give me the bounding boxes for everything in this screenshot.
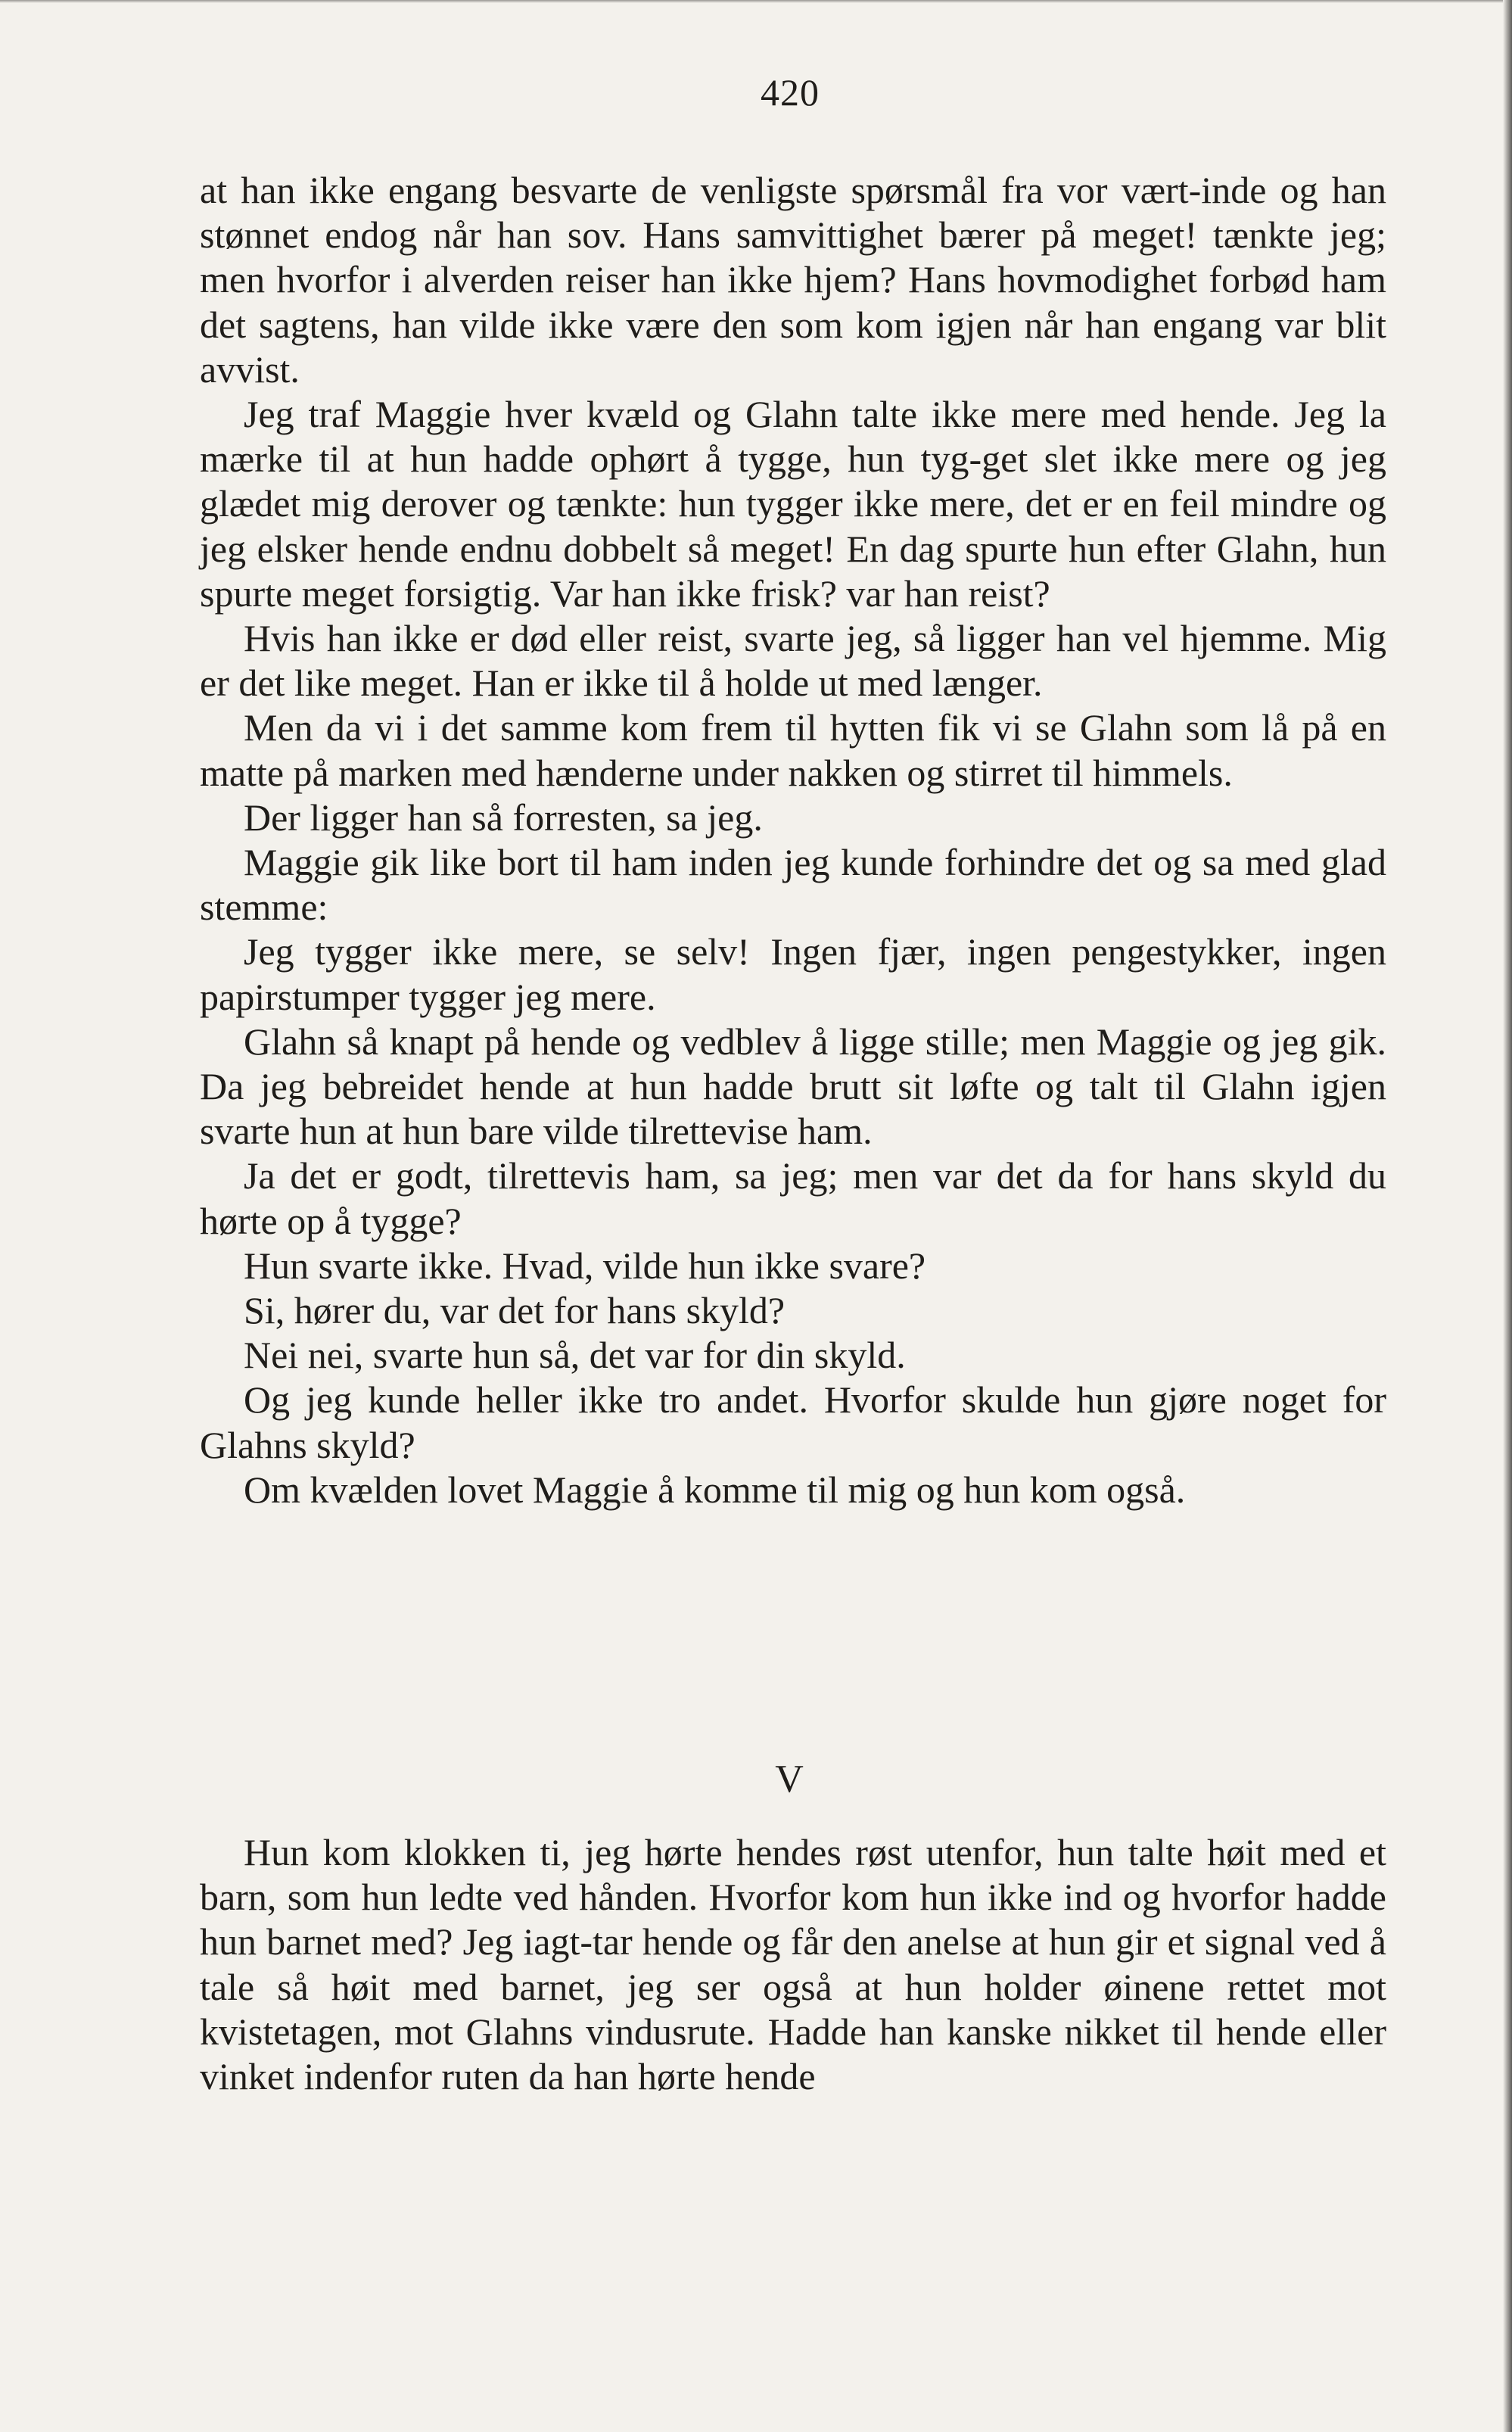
chapter-heading: V [775,1758,805,1801]
paragraph: Jeg tygger ikke mere, se selv! Ingen fjær, ingen pengestykker, ingen papirstumper tygger jeg mere. [200,930,1386,1018]
paragraph: Jeg traf Maggie hver kvæld og Glahn talte ikke mere med hende. Jeg la mærke til at hun hadde ophørt å tygge, hun tyg-get slet ikke mere og jeg glædet mig derover og tænkte: hun tygger ikke mere, det er en feil mindre og jeg elsker hende endnu dobbelt så meget! En dag spurte hun efter Glahn, hun spurte meget forsigtig. Var han ikke frisk? var han reist? [200,393,1386,615]
paragraph: Glahn så knapt på hende og vedblev å ligge stille; men Maggie og jeg gik. Da jeg bebreidet hende at hun hadde brutt sit løfte og talt til Glahn igjen svarte hun at hun bare vilde tilrettevise ham. [200,1020,1386,1153]
paragraph: Hun svarte ikke. Hvad, vilde hun ikke svare? [244,1244,926,1287]
paragraph: Hun kom klokken ti, jeg hørte hendes røst utenfor, hun talte høit med et barn, som hun ledte ved hånden. Hvorfor kom hun ikke ind og hvorfor hadde hun barnet med? Jeg iagt-tar hende og får den anelse at hun gir et signal ved å tale så høit med barnet, jeg ser også at hun holder øinene rettet mot kvistetagen, mot Glahns vindusrute. Hadde han kanske nikket til hende eller vinket indenfor ruten da han hørte hende [200,1831,1386,2098]
paragraph: Hvis han ikke er død eller reist, svarte jeg, så ligger han vel hjemme. Mig er det like meget. Han er ikke til å holde ut med længer. [200,617,1386,705]
paragraph: Maggie gik like bort til ham inden jeg kunde forhindre det og sa med glad stemme: [200,841,1386,929]
scan-edge-top [0,0,1512,3]
paragraph: Si, hører du, var det for hans skyld? [244,1289,786,1332]
paragraph: at han ikke engang besvarte de venligste spørsmål fra vor vært-inde og han stønnet endog når han sov. Hans samvittighet bærer på meget! tænkte jeg; men hvorfor i alverden reiser han ikke hjem? Hans hovmodighet forbød ham det sagtens, han vilde ikke være den som kom igjen når han engang var blit avvist. [200,169,1386,391]
paragraph: Ja det er godt, tilrettevis ham, sa jeg; men var det da for hans skyld du hørte op å tygge? [200,1154,1386,1242]
scan-edge-right [1503,0,1512,2432]
paragraph: Der ligger han så forresten, sa jeg. [244,796,763,839]
paragraph: Om kvælden lovet Maggie å komme til mig og hun kom også. [244,1468,1186,1511]
paragraph: Men da vi i det samme kom frem til hytten fik vi se Glahn som lå på en matte på marken med hænderne under nakken og stirret til himmels. [200,706,1386,794]
paragraph: Nei nei, svarte hun så, det var for din skyld. [244,1334,906,1377]
text-block-continued [200,168,1386,1512]
text-block-chapter [200,1830,1386,2099]
page-number: 420 [761,71,820,114]
paragraph: Og jeg kunde heller ikke tro andet. Hvorfor skulde hun gjøre noget for Glahns skyld? [200,1378,1386,1466]
